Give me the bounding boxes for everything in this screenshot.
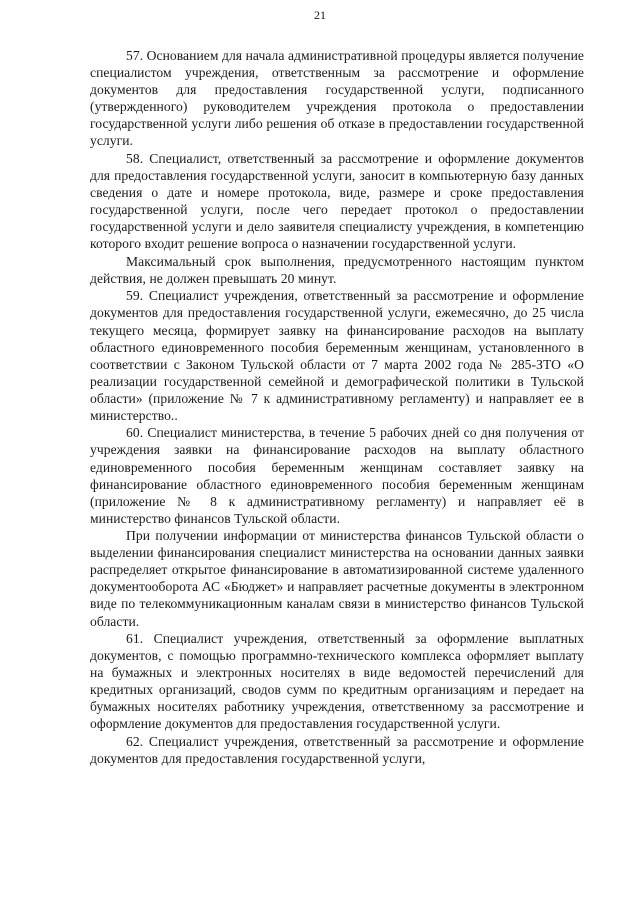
paragraph-59: 59. Специалист учреждения, ответственный за рассмотрение и оформление документов для предоставления государственной услуги, ежемесячно, до 25 числа текущего месяца, формирует заявку на финансирование расходов на выплату областного единовременного пособия беременным женщинам, установленного в соответствии с Законом Тульской области от 7 марта 2002 года № 285-ЗТО «О реализации государственной семейной и демографической политики в Тульской области» (приложение № 7 к административному регламенту) и направляет ее в министерство.. (90, 288, 584, 423)
paragraph-58: 58. Специалист, ответственный за рассмотрение и оформление документов для предоставления государственной услуги, заносит в компьютерную базу данных сведения о дате и номере протокола, виде, размере и сроке предоставления государственной услуги, после чего передает протокол о предоставлении государственной услуги и дело заявителя специалисту учреждения, в компетенцию которого входит решение вопроса о назначении государственной услуги. (90, 150, 584, 252)
paragraph-60-financing: При получении информации от министерства финансов Тульской области о выделении финансирования специалист министерства на основании данных заявки распределяет открытое финансирование в автоматизированной системе удаленного документооборота АС «Бюджет» и направляет расчетные документы в электронном виде по телекоммуникационным каналам связи в министерство финансов Тульской области. (90, 528, 584, 629)
paragraph-61: 61. Специалист учреждения, ответственный за оформление выплатных документов, с помощью программно-технического комплекса оформляет выплату на бумажных и электронных носителях в виде ведомостей перечислений для кредитных организаций, сводов сумм по кредитным организациям и передает на бумажных носителях работнику учреждения, ответственному за рассмотрение и оформление документов для предоставления государственной услуги. (90, 631, 584, 732)
document-body (90, 47, 584, 768)
paragraph-60: 60. Специалист министерства, в течение 5 рабочих дней со дня получения от учреждения заявки на финансирование расходов на выплату областного единовременного пособия беременным женщинам составляет заявку на финансирование областного единовременного пособия беременным женщинам (приложение № 8 к административному регламенту) и направляет её в министерство финансов Тульской области. (90, 425, 584, 526)
paragraph-62: 62. Специалист учреждения, ответственный за рассмотрение и оформление документов для предоставления государственной услуги, (90, 734, 584, 767)
paragraph-58-time-limit: Максимальный срок выполнения, предусмотренного настоящим пунктом действия, не должен превышать 20 минут. (90, 253, 584, 286)
paragraph-57: 57. Основанием для начала административной процедуры является получение специалистом учреждения, ответственным за рассмотрение и оформление документов для предоставления государственной услуги, подписанного (утвержденного) руководителем учреждения протокола о предоставлении государственной услуги либо решения об отказе в предоставлении государственной услуги. (90, 48, 584, 149)
page-number: 21 (314, 8, 326, 22)
